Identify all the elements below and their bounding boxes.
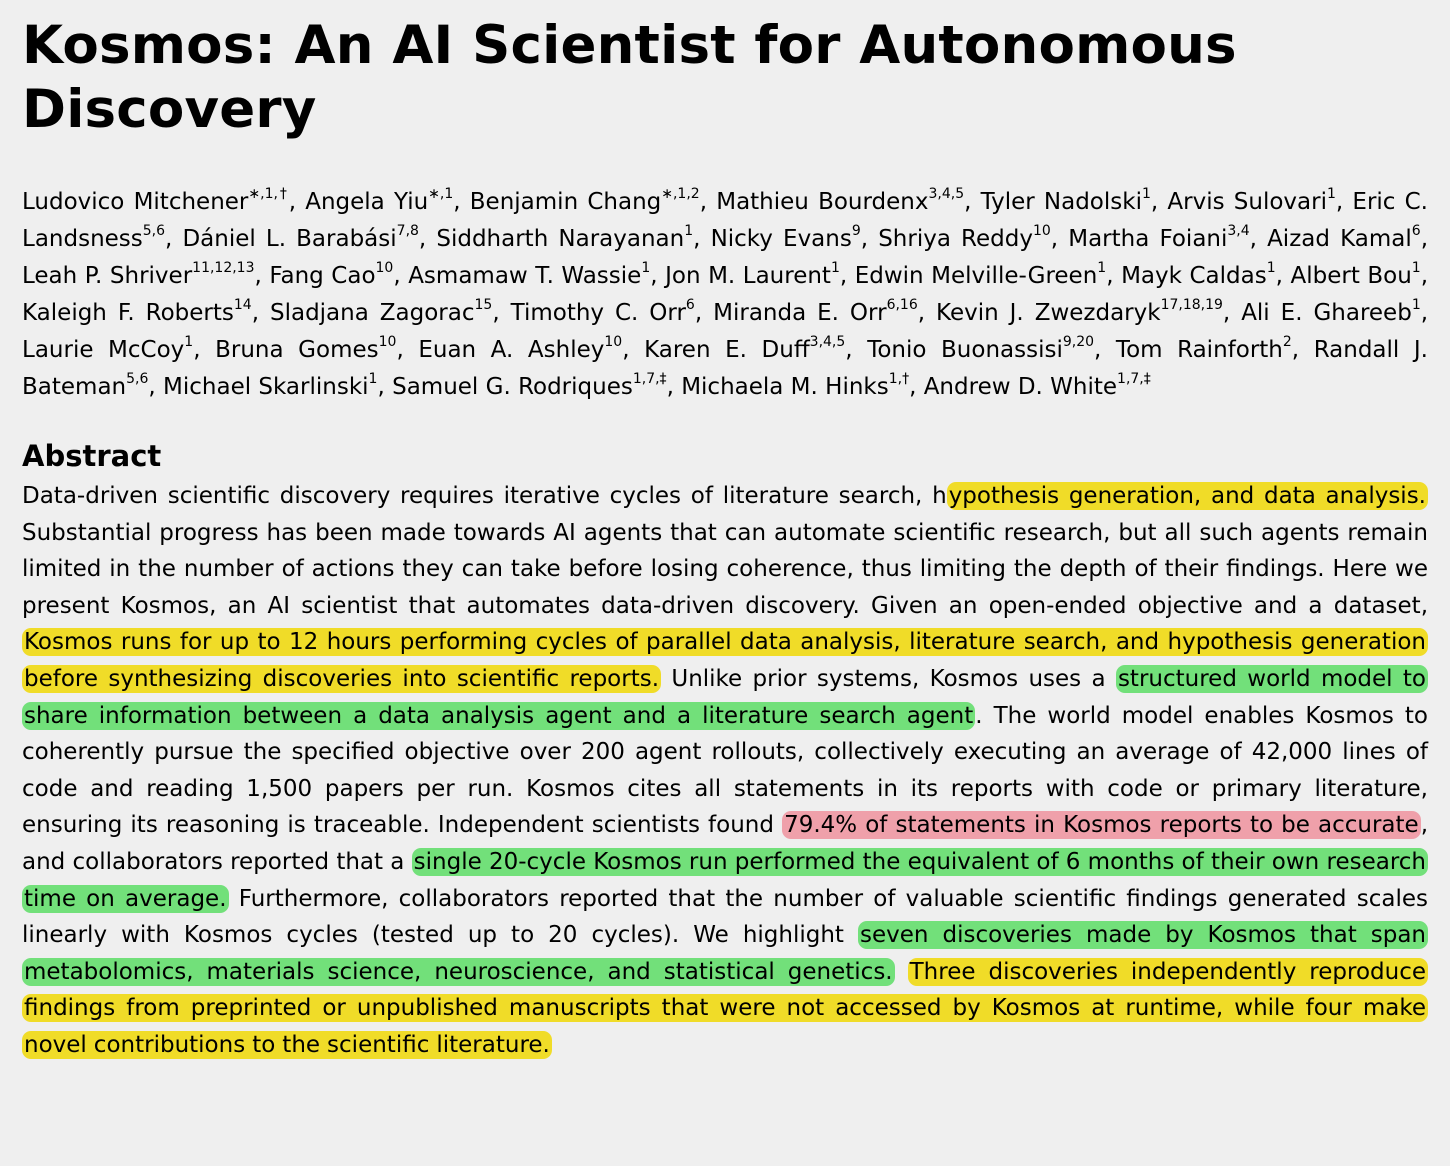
author-name: Tonio Buonassisi [867, 337, 1063, 363]
author-affiliation: 10 [604, 334, 623, 351]
author-name: Kevin J. Zwezdaryk [936, 300, 1161, 326]
author-affiliation: 6 [1411, 223, 1421, 240]
highlighted-text-yellow: ypothesis generation, and data analysis. [948, 483, 1426, 509]
author-affiliation: 3,4 [1227, 223, 1250, 240]
author [1290, 260, 1421, 289]
author [644, 334, 846, 363]
author-affiliation: 7,8 [396, 223, 419, 240]
author [22, 260, 255, 289]
author-name: Tom Rainforth [1115, 337, 1283, 363]
author-affiliation: 15 [474, 297, 493, 314]
author-affiliation: 1 [684, 223, 694, 240]
author-affiliation: 10 [375, 260, 394, 277]
author [710, 223, 861, 252]
author [469, 186, 700, 215]
author-affiliation: 1 [1266, 260, 1276, 277]
author-affiliation: 5,6 [126, 371, 149, 388]
author-name: Timothy C. Orr [510, 300, 686, 326]
author [182, 223, 419, 252]
author-name: Angela Yiu [305, 189, 429, 215]
author-affiliation: 11,12,13 [192, 260, 255, 277]
author-name: Ali E. Ghareeb [1241, 300, 1412, 326]
author-affiliation: 1 [368, 371, 378, 388]
highlighted-text-pink: 79.4% of statements in Kosmos reports to be accurate [784, 812, 1419, 839]
author [854, 260, 1107, 289]
author [22, 334, 194, 363]
author-name: Shriya Reddy [878, 226, 1033, 252]
highlighted-text-yellow: Three discoveries independently reproduce findings from preprinted or unpublished manuscripts that were not accessed by Kosmos at runtime, while four make novel contributions to the scientific literature. [24, 958, 1426, 1058]
author-affiliation: 9 [851, 223, 861, 240]
author-name: Edwin Melville-Green [854, 263, 1098, 289]
author-affiliation: 6 [685, 297, 695, 314]
author-affiliation: 14 [233, 297, 252, 314]
author-affiliation: 2 [1282, 334, 1292, 351]
author [269, 260, 394, 289]
author-name: Samuel G. Rodriques [392, 374, 633, 400]
abstract-heading: Abstract [22, 439, 162, 473]
author [1267, 223, 1421, 252]
author [408, 260, 651, 289]
author-affiliation: 1,7,‡ [1117, 371, 1151, 388]
author [418, 334, 623, 363]
author-affiliation: 3,4,5 [809, 334, 846, 351]
author-name: Dániel L. Barabási [182, 226, 397, 252]
author-name: Kaleigh F. Roberts [22, 300, 234, 326]
author-name: Mathieu Bourdenx [716, 189, 929, 215]
abstract-text: Substantial progress has been made towards AI agents that can automate scientific research, but all such agents remain limited in the number of actions they can take before losing coherence, thus limiting the depth of their findings. Here we present Kosmos, an AI scientist that automates data-driven discovery. Given an open-ended objective and a dataset, [22, 519, 1428, 619]
author-name: Asmamaw T. Wassie [408, 263, 642, 289]
author [980, 186, 1151, 215]
abstract-text: Furthermore, collaborators reported that the number of valuable scientific findings generated scales linearly with Kosmos cycles (tested up to 20 cycles). We highlight [22, 885, 1428, 949]
author [269, 297, 493, 326]
author-name: Laurie McCoy [22, 337, 185, 363]
author-name: Jon M. Laurent [665, 263, 831, 289]
highlighted-text-green: seven discoveries made by Kosmos that span metabolomics, materials science, neuroscience, and statistical genetics. [24, 922, 1427, 985]
author-affiliation: 17,18,19 [1160, 297, 1223, 314]
author [1241, 297, 1421, 326]
abstract-text: Unlike prior systems, Kosmos uses a [661, 665, 1116, 692]
author-name: Aizad Kamal [1267, 226, 1412, 252]
author [936, 297, 1223, 326]
author-affiliation: 1,† [888, 371, 910, 388]
author-affiliation: 5,6 [142, 223, 166, 240]
author-name: Michael Skarlinski [163, 374, 369, 400]
author-name: Eric C. Landsness [22, 189, 1428, 252]
author-name: Randall J. Bateman [22, 337, 1428, 400]
author-name: Sladjana Zagorac [269, 300, 475, 326]
author-affiliation: 1 [184, 334, 194, 351]
author-name: Mayk Caldas [1121, 263, 1267, 289]
author-name: Andrew D. White [923, 374, 1118, 400]
author-affiliation: 6,16 [886, 297, 918, 314]
abstract-body [22, 478, 1428, 1064]
author [510, 297, 695, 326]
author-affiliation: 10 [378, 334, 397, 351]
author-name: Karen E. Duff [644, 337, 810, 363]
author-affiliation: ∗,1,† [248, 186, 289, 203]
highlighted-text-green: structured world model to share information between a data analysis agent and a literature search agent [24, 665, 1427, 729]
author-affiliation: 10 [1032, 223, 1051, 240]
author-name: Miranda E. Orr [713, 300, 887, 326]
author [1115, 334, 1292, 363]
author [22, 297, 252, 326]
abstract-text: . The world model enables Kosmos to coherently pursue the specified objective over 200 agent rollouts, collectively executing an average of 42,000 lines of code and reading 1,500 papers per run. Kosmos cites all statements in its reports with code or primary literature, ensuring its reasoning is traceable. Independent scientists found [22, 702, 1428, 839]
author [163, 371, 378, 400]
abstract-text [895, 959, 908, 985]
highlighted-text-yellow: Kosmos runs for up to 12 hours performing cycles of parallel data analysis, literature search, and hypothesis generation before synthesizing discoveries into scientific reports. [24, 629, 1426, 692]
author-affiliation: 1 [1141, 186, 1151, 203]
author [713, 297, 918, 326]
author-affiliation: 9,20 [1062, 334, 1095, 351]
author [1121, 260, 1276, 289]
author-name: Fang Cao [269, 263, 376, 289]
author [923, 371, 1151, 400]
author-name: Albert Bou [1290, 263, 1412, 289]
highlighted-text-green: single 20-cycle Kosmos run performed the equivalent of 6 months of their own research time on average. [24, 848, 1427, 912]
author [878, 223, 1051, 252]
author [22, 186, 289, 215]
author-affiliation: 1 [1326, 186, 1336, 203]
author-affiliation: 1 [1411, 260, 1421, 277]
author [305, 186, 454, 215]
author [436, 223, 694, 252]
abstract-text: Data-driven scientific discovery requires iterative cycles of literature search, h [22, 483, 947, 509]
author-name: Michaela M. Hinks [681, 374, 889, 400]
author-affiliation: 1,7,‡ [632, 371, 667, 388]
author [1167, 186, 1336, 215]
author-name: Leah P. Shriver [22, 263, 193, 289]
author-name: Benjamin Chang [469, 189, 662, 215]
author-name: Tyler Nadolski [980, 189, 1142, 215]
author-affiliation: 1 [1097, 260, 1107, 277]
author-affiliation: 1 [830, 260, 840, 277]
author [867, 334, 1095, 363]
author-affiliation: ∗,1 [428, 186, 454, 203]
author [1068, 223, 1250, 252]
author [665, 260, 840, 289]
author-affiliation: ∗,1,2 [661, 186, 700, 203]
author-name: Ludovico Mitchener [22, 189, 249, 215]
author-name: Nicky Evans [710, 226, 852, 252]
author-name: Arvis Sulovari [1167, 189, 1327, 215]
author [681, 371, 910, 400]
author [215, 334, 397, 363]
author-list: Ludovico Mitchener$^{∗,1,\dagger}$, Angela Yiu$^{∗,1}$, Benjamin Chang$^{∗,1,2}$, Mathieu Bourdenx$^{3,4,5}$, Tyler Nadolski$^1$, Arvis Sulovari$^1$, Eric C. Landsness$^{5,6}$, Dániel L. Barabási$^{7,8}$, Siddharth Narayanan$^1$, Nicky Evans$^9$, Shriya Reddy$^{10}$, Martha Foiani$^{3,4}$, Aizad Kamal$^6$, Leah P. Shriver$^{11,12,13}$, Fang Cao$^{10}$, Asmamaw T. Wassie$^1$, Jon M. Laurent$^1$, Edwin Melville-Green$^1$, Mayk Caldas$^1$, Albert Bou$^1$, Kaleigh F. Roberts$^{14}$, Sladjana Zagorac$^{15}$, Timothy C. Orr$^6$, Miranda E. Orr$^{6,16}$, Kevin J. Zwezdaryk$^{17,18,19}$, Ali E. Ghareeb$^1$, Laurie McCoy$^1$, Bruna Gomes$^{10}$, Euan A. Ashley$^{10}$, Karen E. Duff$^{3,4,5}$, Tonio Buonassisi$^{9,20}$, Tom Rainforth$^2$, Randall J. Bateman$^{5,6}$, Michael Skarlinski$^1$, Samuel G. Rodriques$^{1,7,\ddagger}$, Michaela M. Hinks$^{1,\dagger}$, Andrew D. White$^{1,7,\ddagger}$ [22, 186, 1429, 400]
author-affiliation: 1 [1411, 297, 1421, 314]
author-affiliation: 1 [641, 260, 651, 277]
author-name: Euan A. Ashley [418, 337, 605, 363]
author-name: Bruna Gomes [215, 337, 379, 363]
author [392, 371, 667, 400]
author [716, 186, 965, 215]
author-affiliation: 3,4,5 [928, 186, 965, 203]
abstract-text: , and collaborators reported that a [22, 812, 1429, 875]
paper-title: Kosmos: An AI Scientist for Autonomous Discovery [22, 15, 1237, 140]
author-name: Siddharth Narayanan [436, 226, 685, 252]
author-name: Martha Foiani [1068, 226, 1228, 252]
